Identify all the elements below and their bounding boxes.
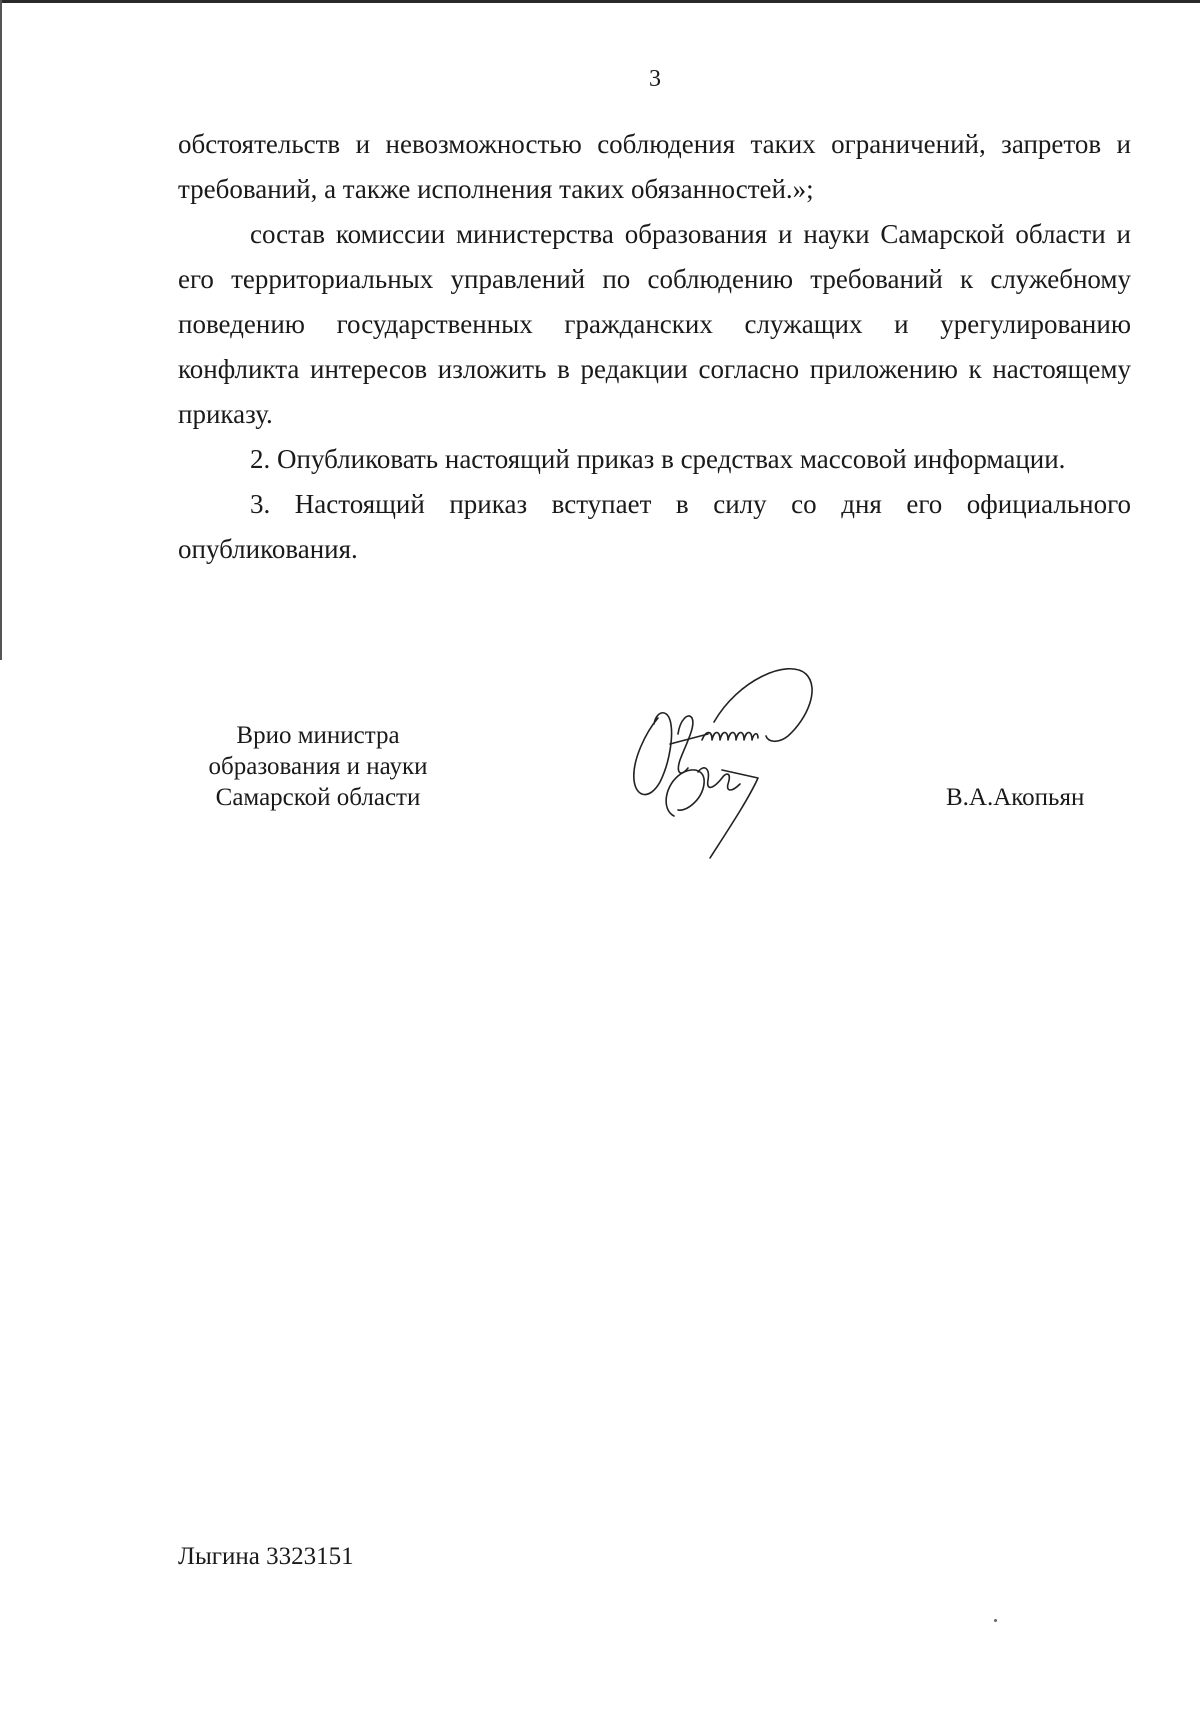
executor-contact: Лыгина 3323151 — [178, 1543, 354, 1570]
signatory-position-line: Самарской области — [215, 784, 421, 811]
paragraph-item-3: 3. Настоящий приказ вступает в силу со дня его официального опубликования. — [178, 489, 1131, 564]
document-body — [178, 122, 1131, 572]
scan-speck — [994, 1619, 997, 1622]
paragraph-continuation: обстоятельств и невозможностью соблюдения таких ограничений, запретов и требований, а также исполнения таких обязанностей.»; — [178, 129, 1131, 204]
paragraph-item-2: 2. Опубликовать настоящий приказ в средствах массовой информации. — [250, 444, 1066, 474]
scan-left-edge — [0, 0, 2, 660]
signatory-position-line: Врио министра — [236, 722, 400, 749]
page-number: 3 — [649, 66, 661, 92]
scan-top-edge — [0, 0, 1200, 3]
signatory-position — [176, 720, 460, 813]
signatory-position-line: образования и науки — [208, 753, 428, 780]
signatory-name: В.А.Акопьян — [946, 784, 1085, 811]
handwritten-signature — [618, 660, 848, 870]
paragraph-commission-composition: состав комиссии министерства образования и науки Самарской области и его территориальных управлений по соблюдению требований к служебному поведению государственных гражданских служащих и урегулированию конфликта интересов изложить в редакции согласно приложению к настоящему приказу. — [178, 219, 1131, 429]
